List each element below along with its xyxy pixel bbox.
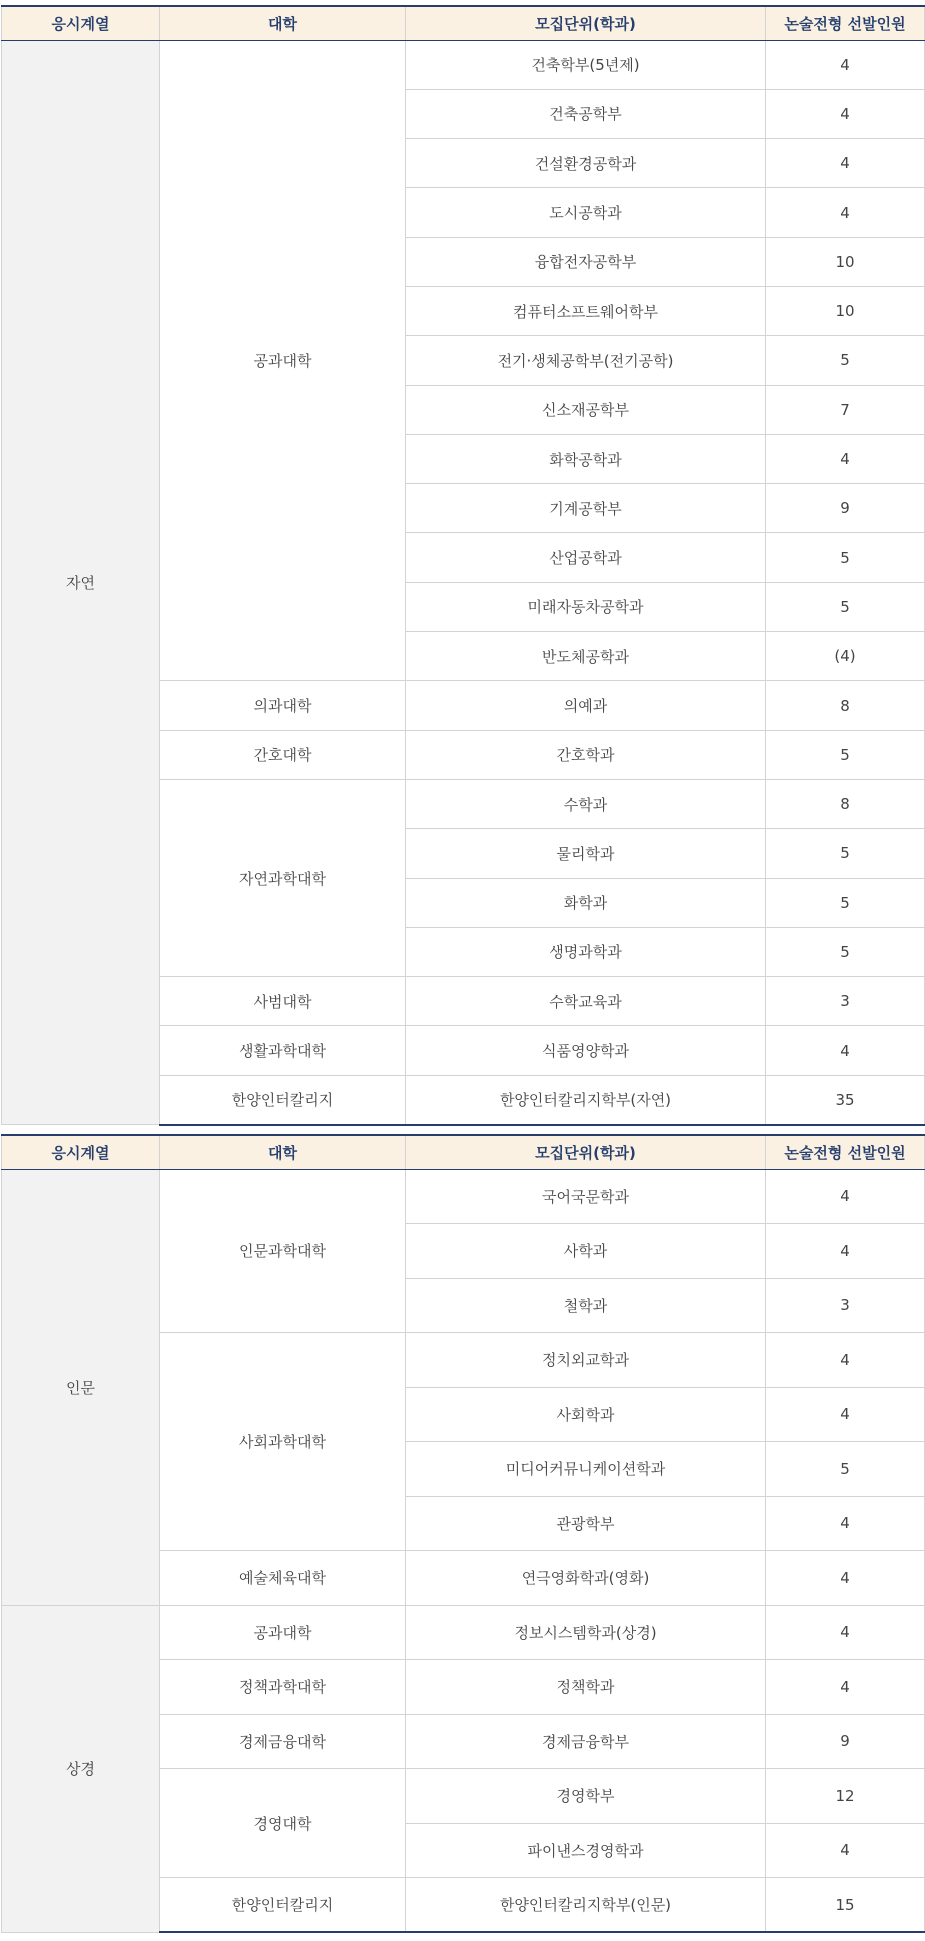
quota-cell: 9 <box>766 1714 925 1769</box>
college-cell: 한양인터칼리지 <box>160 1075 406 1124</box>
college-cell: 자연과학대학 <box>160 779 406 976</box>
quota-cell: 10 <box>766 286 925 335</box>
department-cell: 반도체공학과 <box>406 632 766 681</box>
header-college: 대학 <box>160 6 406 40</box>
table-row <box>2 40 925 89</box>
admissions-table-humanities <box>1 1134 925 1933</box>
college-cell: 인문과학대학 <box>160 1169 406 1333</box>
department-cell: 파이낸스경영학과 <box>406 1823 766 1878</box>
college-cell: 공과대학 <box>160 1605 406 1660</box>
field-cell: 상경 <box>2 1605 160 1932</box>
department-cell: 건축학부(5년제) <box>406 40 766 89</box>
college-cell: 공과대학 <box>160 40 406 681</box>
department-cell: 경제금융학부 <box>406 1714 766 1769</box>
department-cell: 관광학부 <box>406 1496 766 1551</box>
department-cell: 건축공학부 <box>406 89 766 138</box>
header-department: 모집단위(학과) <box>406 6 766 40</box>
department-cell: 국어국문학과 <box>406 1169 766 1224</box>
college-cell: 간호대학 <box>160 730 406 779</box>
quota-cell: 4 <box>766 434 925 483</box>
college-cell: 사회과학대학 <box>160 1333 406 1551</box>
department-cell: 물리학과 <box>406 829 766 878</box>
quota-cell: 10 <box>766 237 925 286</box>
quota-cell: 15 <box>766 1878 925 1933</box>
quota-cell: 4 <box>766 1169 925 1224</box>
department-cell: 미래자동차공학과 <box>406 582 766 631</box>
department-cell: 식품영양학과 <box>406 1026 766 1075</box>
quota-cell: 5 <box>766 829 925 878</box>
college-cell: 한양인터칼리지 <box>160 1878 406 1933</box>
table-header-row <box>2 6 925 40</box>
quota-cell: 4 <box>766 188 925 237</box>
department-cell: 신소재공학부 <box>406 385 766 434</box>
department-cell: 정치외교학과 <box>406 1333 766 1388</box>
quota-cell: 5 <box>766 336 925 385</box>
department-cell: 사회학과 <box>406 1387 766 1442</box>
department-cell: 산업공학과 <box>406 533 766 582</box>
table-row <box>2 1169 925 1224</box>
quota-cell: (4) <box>766 632 925 681</box>
quota-cell: 4 <box>766 1605 925 1660</box>
quota-cell: 7 <box>766 385 925 434</box>
quota-cell: 4 <box>766 89 925 138</box>
department-cell: 경영학부 <box>406 1769 766 1824</box>
quota-cell: 4 <box>766 139 925 188</box>
department-cell: 한양인터칼리지학부(자연) <box>406 1075 766 1124</box>
department-cell: 화학과 <box>406 878 766 927</box>
quota-cell: 4 <box>766 1387 925 1442</box>
quota-cell: 4 <box>766 1333 925 1388</box>
header-quota: 논술전형 선발인원 <box>766 1135 925 1169</box>
department-cell: 생명과학과 <box>406 927 766 976</box>
quota-cell: 35 <box>766 1075 925 1124</box>
quota-cell: 4 <box>766 40 925 89</box>
table-row <box>2 1605 925 1660</box>
department-cell: 수학교육과 <box>406 977 766 1026</box>
admissions-table-natural <box>1 5 925 1126</box>
college-cell: 생활과학대학 <box>160 1026 406 1075</box>
quota-cell: 12 <box>766 1769 925 1824</box>
header-college: 대학 <box>160 1135 406 1169</box>
department-cell: 의예과 <box>406 681 766 730</box>
department-cell: 미디어커뮤니케이션학과 <box>406 1442 766 1497</box>
header-field: 응시계열 <box>2 1135 160 1169</box>
department-cell: 사학과 <box>406 1224 766 1279</box>
table-header-row <box>2 1135 925 1169</box>
quota-cell: 9 <box>766 484 925 533</box>
college-cell: 예술체육대학 <box>160 1551 406 1606</box>
quota-cell: 4 <box>766 1224 925 1279</box>
department-cell: 융합전자공학부 <box>406 237 766 286</box>
quota-cell: 5 <box>766 878 925 927</box>
quota-cell: 4 <box>766 1823 925 1878</box>
quota-cell: 4 <box>766 1551 925 1606</box>
department-cell: 도시공학과 <box>406 188 766 237</box>
department-cell: 한양인터칼리지학부(인문) <box>406 1878 766 1933</box>
college-cell: 의과대학 <box>160 681 406 730</box>
department-cell: 수학과 <box>406 779 766 828</box>
quota-cell: 5 <box>766 533 925 582</box>
department-cell: 건설환경공학과 <box>406 139 766 188</box>
quota-cell: 5 <box>766 927 925 976</box>
header-field: 응시계열 <box>2 6 160 40</box>
college-cell: 경제금융대학 <box>160 1714 406 1769</box>
department-cell: 전기·생체공학부(전기공학) <box>406 336 766 385</box>
college-cell: 사범대학 <box>160 977 406 1026</box>
department-cell: 컴퓨터소프트웨어학부 <box>406 286 766 335</box>
field-cell: 인문 <box>2 1169 160 1605</box>
college-cell: 경영대학 <box>160 1769 406 1878</box>
quota-cell: 5 <box>766 1442 925 1497</box>
department-cell: 연극영화학과(영화) <box>406 1551 766 1606</box>
quota-cell: 4 <box>766 1026 925 1075</box>
department-cell: 간호학과 <box>406 730 766 779</box>
college-cell: 정책과학대학 <box>160 1660 406 1715</box>
quota-cell: 5 <box>766 730 925 779</box>
department-cell: 정책학과 <box>406 1660 766 1715</box>
quota-cell: 8 <box>766 779 925 828</box>
quota-cell: 3 <box>766 1278 925 1333</box>
field-cell: 자연 <box>2 40 160 1125</box>
header-department: 모집단위(학과) <box>406 1135 766 1169</box>
department-cell: 정보시스템학과(상경) <box>406 1605 766 1660</box>
department-cell: 철학과 <box>406 1278 766 1333</box>
header-quota: 논술전형 선발인원 <box>766 6 925 40</box>
quota-cell: 8 <box>766 681 925 730</box>
quota-cell: 4 <box>766 1660 925 1715</box>
department-cell: 화학공학과 <box>406 434 766 483</box>
department-cell: 기계공학부 <box>406 484 766 533</box>
quota-cell: 4 <box>766 1496 925 1551</box>
quota-cell: 3 <box>766 977 925 1026</box>
quota-cell: 5 <box>766 582 925 631</box>
